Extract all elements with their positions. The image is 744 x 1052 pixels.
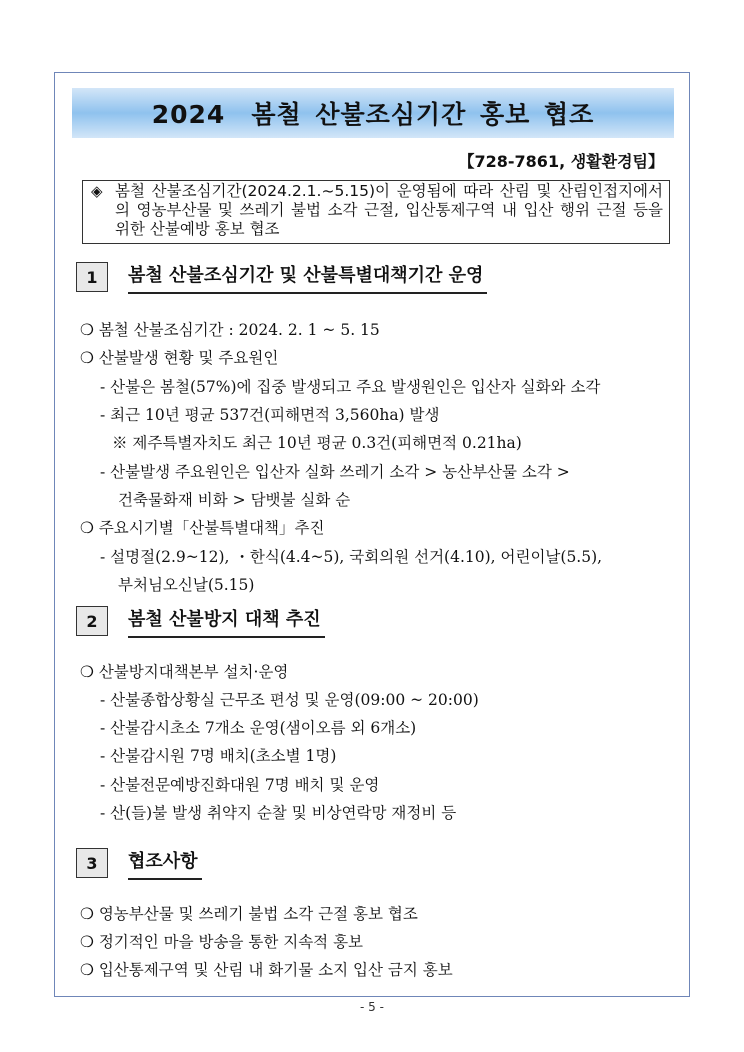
list-item: ❍ 정기적인 마을 방송을 통한 지속적 홍보 xyxy=(80,933,364,951)
section-title: 협조사항 xyxy=(128,847,202,880)
section-3-header xyxy=(76,846,202,880)
list-item: - 산불전문예방진화대원 7명 배치 및 운영 xyxy=(100,776,380,794)
section-title: 봄철 산불방지 대책 추진 xyxy=(128,605,325,638)
list-item: ❍ 영농부산물 및 쓰레기 불법 소각 근절 홍보 협조 xyxy=(80,905,418,923)
section-number: 1 xyxy=(76,262,108,292)
list-item: - 산불은 봄철(57%)에 집중 발생되고 주요 발생원인은 입산자 실화와 소각 xyxy=(100,378,601,396)
list-item: ❍ 산불발생 현황 및 주요원인 xyxy=(80,349,279,367)
section-2-header xyxy=(76,604,325,638)
page-number: - 5 - xyxy=(360,1000,384,1014)
section-number: 3 xyxy=(76,848,108,878)
list-item-continuation: 부처님오신날(5.15) xyxy=(118,576,255,594)
list-item: - 산불감시초소 7개소 운영(샘이오름 외 6개소) xyxy=(100,719,417,737)
summary-text: 봄철 산불조심기간(2024.2.1.~5.15)이 운영됨에 따라 산림 및 산림인접지에서의 영농부산물 및 쓰레기 불법 소각 근절, 입산통제구역 내 입산 행위 근절 등을 위한 산불예방 홍보 협조 xyxy=(115,182,663,238)
list-item: - 산불감시원 7명 배치(초소별 1명) xyxy=(100,747,337,765)
list-item-continuation: 건축물화재 비화 > 담뱃불 실화 순 xyxy=(118,491,351,509)
contact-info: 【728-7861, 생활환경팀】 xyxy=(458,152,664,171)
list-item: ❍ 입산통제구역 및 산림 내 화기물 소지 입산 금지 홍보 xyxy=(80,961,453,979)
section-number: 2 xyxy=(76,606,108,636)
list-item: ❍ 주요시기별「산불특별대책」추진 xyxy=(80,519,325,537)
summary-box xyxy=(82,180,670,244)
list-item: - 산불종합상황실 근무조 편성 및 운영(09:00 ~ 20:00) xyxy=(100,691,479,709)
list-item: - 설명절(2.9~12), ・한식(4.4~5), 국회의원 선거(4.10), 어린이날(5.5), xyxy=(100,548,603,566)
section-title: 봄철 산불조심기간 및 산불특별대책기간 운영 xyxy=(128,261,487,294)
document-title: 2024 봄철 산불조심기간 홍보 협조 xyxy=(151,100,595,129)
list-item: ❍ 산불방지대책본부 설치·운영 xyxy=(80,663,289,681)
list-item: - 최근 10년 평균 537건(피해면적 3,560ha) 발생 xyxy=(100,406,440,424)
diamond-bullet-icon: ◈ xyxy=(91,182,103,200)
section-1-header xyxy=(76,260,487,294)
list-item: - 산(들)불 발생 취약지 순찰 및 비상연락망 재정비 등 xyxy=(100,804,457,822)
note-item: ※ 제주특별자치도 최근 10년 평균 0.3건(피해면적 0.21ha) xyxy=(112,434,522,452)
list-item: ❍ 봄철 산불조심기간 : 2024. 2. 1 ~ 5. 15 xyxy=(80,321,380,339)
title-banner xyxy=(72,88,674,138)
list-item: - 산불발생 주요원인은 입산자 실화 쓰레기 소각 > 농산부산물 소각 > xyxy=(100,463,570,481)
